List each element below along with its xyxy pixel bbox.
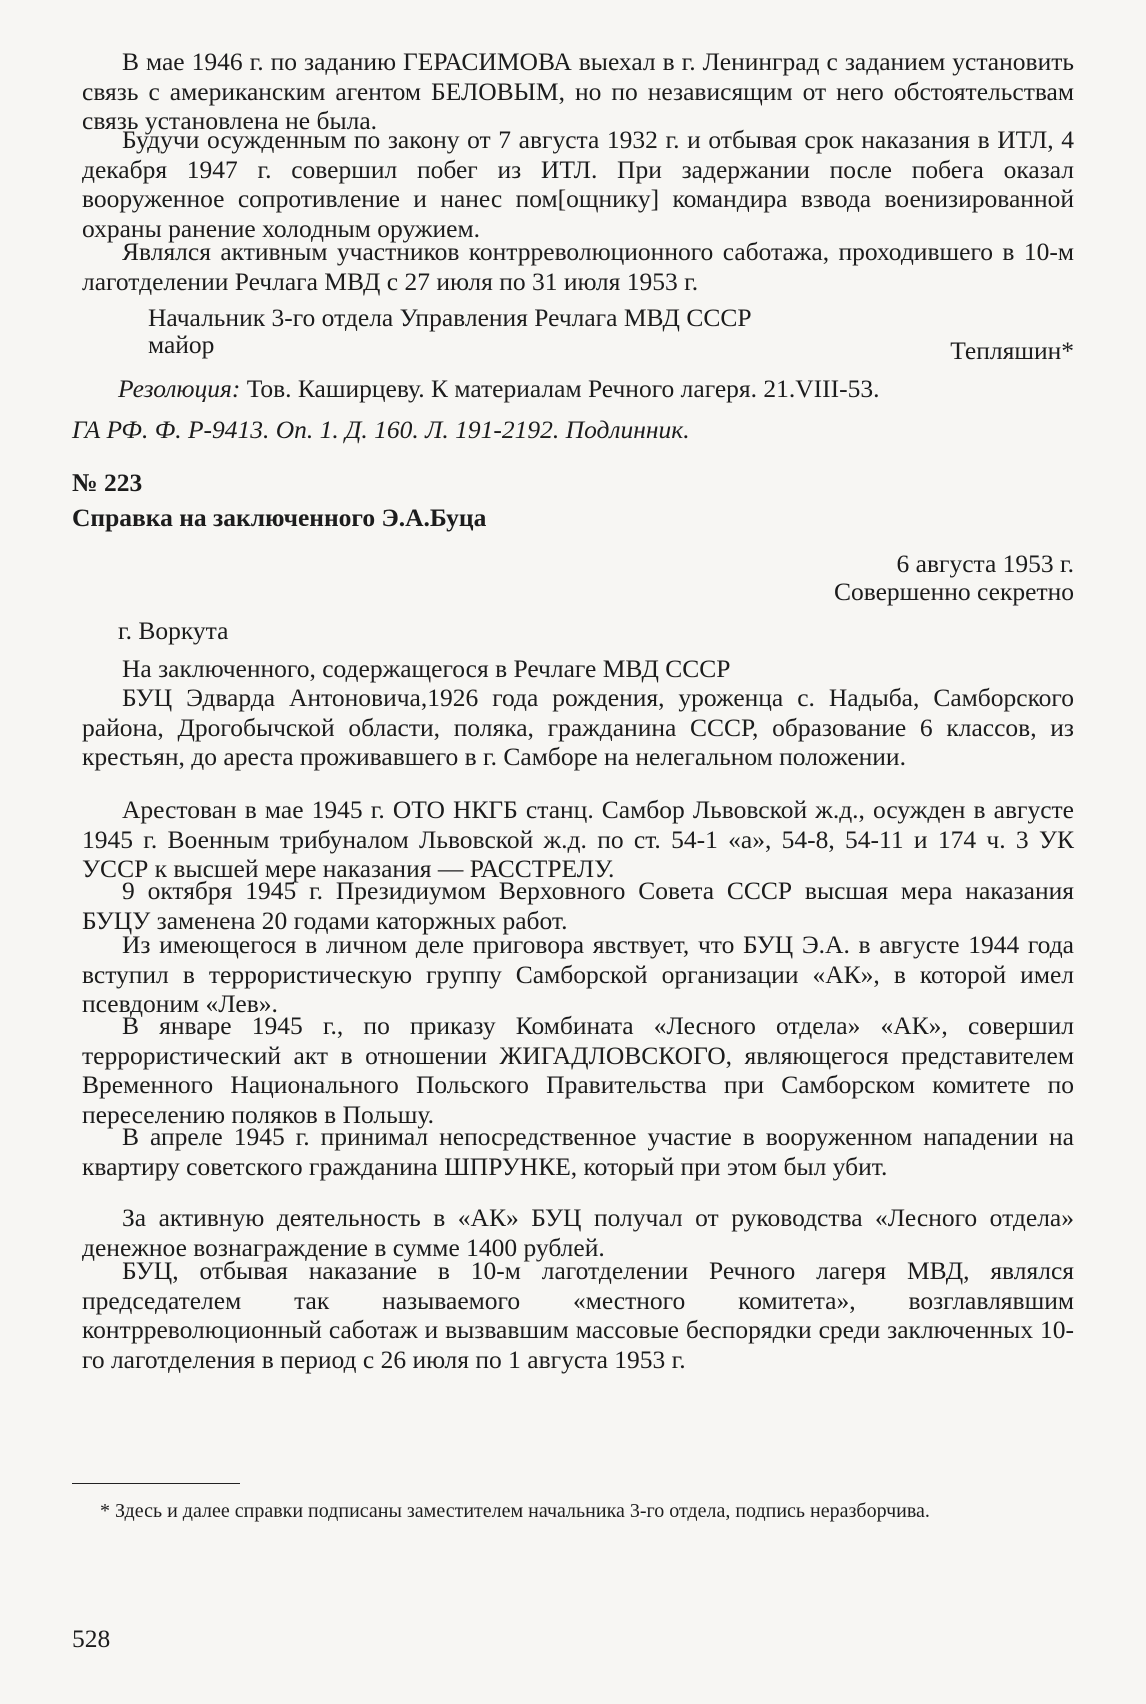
paragraph: БУЦ Эдварда Антоновича,1926 года рождения, уроженца с. Надыба, Самборского района, Дрогобычской области, поляка, гражданина СССР, образование 6 классов, из крестьян, до ареста проживавшего в г. Самборе на нелегальном положении. xyxy=(82,683,1074,771)
paragraph: В январе 1945 г., по приказу Комбината «Лесного отдела» «АК», совершил террористический акт в отношении ЖИГАДЛОВСКОГО, являющегося представителем Временного Национального Польского Правительства при Самборском комитете по переселению поляков в Польшу. xyxy=(82,1011,1074,1129)
paragraph: В апреле 1945 г. принимал непосредственное участие в вооруженном нападении на квартиру советского гражданина ШПРУНКЕ, который при этом был убит. xyxy=(82,1122,1074,1181)
page-number: 528 xyxy=(72,1624,111,1653)
document-classification: Совершенно секретно xyxy=(833,577,1074,606)
paragraph: БУЦ, отбывая наказание в 10-м лаготделении Речного лагеря МВД, являлся председателем так называемого «местного комитета», возглавлявшим контрреволюционный саботаж и вызвавшим массовые беспорядки среди заключенных 10-го лаготделения в период с 26 июля по 1 августа 1953 г. xyxy=(82,1256,1074,1374)
signature-name: Тепляшин* xyxy=(950,336,1074,365)
signature-title: Начальник 3-го отдела Управления Речлага МВД СССР xyxy=(148,303,752,332)
archive-reference: ГА РФ. Ф. Р-9413. Оп. 1. Д. 160. Л. 191-2192. Подлинник. xyxy=(72,415,690,444)
resolution-label: Резолюция: xyxy=(118,374,241,403)
footnote-divider xyxy=(72,1483,240,1484)
paragraph: В мае 1946 г. по заданию ГЕРАСИМОВА выехал в г. Ленинград с заданием установить связь с американским агентом БЕЛОВЫМ, но по независящим от него обстоятельствам связь установлена не была. xyxy=(82,47,1074,135)
document-place: г. Воркута xyxy=(118,616,229,645)
paragraph: Являлся активным участников контрреволюционного саботажа, проходившего в 10-м лаготделении Речлага МВД с 27 июля по 31 июля 1953 г. xyxy=(82,237,1074,296)
signature-rank: майор xyxy=(148,330,215,359)
document-number: № 223 xyxy=(72,468,143,497)
resolution xyxy=(118,374,880,404)
resolution-text: Тов. Каширцеву. К материалам Речного лагеря. 21.VIII-53. xyxy=(240,374,880,403)
document-title: Справка на заключенного Э.А.Буца xyxy=(72,503,487,532)
paragraph: На заключенного, содержащегося в Речлаге МВД СССР xyxy=(122,654,731,683)
document-date: 6 августа 1953 г. xyxy=(896,549,1074,578)
paragraph: 9 октября 1945 г. Президиумом Верховного Совета СССР высшая мера наказания БУЦУ заменена 20 годами каторжных работ. xyxy=(82,876,1074,935)
paragraph: Из имеющегося в личном деле приговора явствует, что БУЦ Э.А. в августе 1944 года вступил в террористическую группу Самборской организации «АК», в которой имел псевдоним «Лев». xyxy=(82,930,1074,1018)
paragraph: Будучи осужденным по закону от 7 августа 1932 г. и отбывая срок наказания в ИТЛ, 4 декабря 1947 г. совершил побег из ИТЛ. При задержании после побега оказал вооруженное сопротивление и нанес пом[ощнику] командира взвода военизированной охраны ранение холодным оружием. xyxy=(82,125,1074,243)
paragraph: За активную деятельность в «АК» БУЦ получал от руководства «Лесного отдела» денежное вознаграждение в сумме 1400 рублей. xyxy=(82,1203,1074,1262)
paragraph: Арестован в мае 1945 г. ОТО НКГБ станц. Самбор Львовской ж.д., осужден в августе 1945 г. Военным трибуналом Львовской ж.д. по ст. 54-1 «а», 54-8, 54-11 и 174 ч. 3 УК УССР к высшей мере наказания — РАССТРЕЛУ. xyxy=(82,795,1074,883)
footnote: * Здесь и далее справки подписаны заместителем начальника 3-го отдела, подпись неразборчива. xyxy=(100,1500,930,1522)
